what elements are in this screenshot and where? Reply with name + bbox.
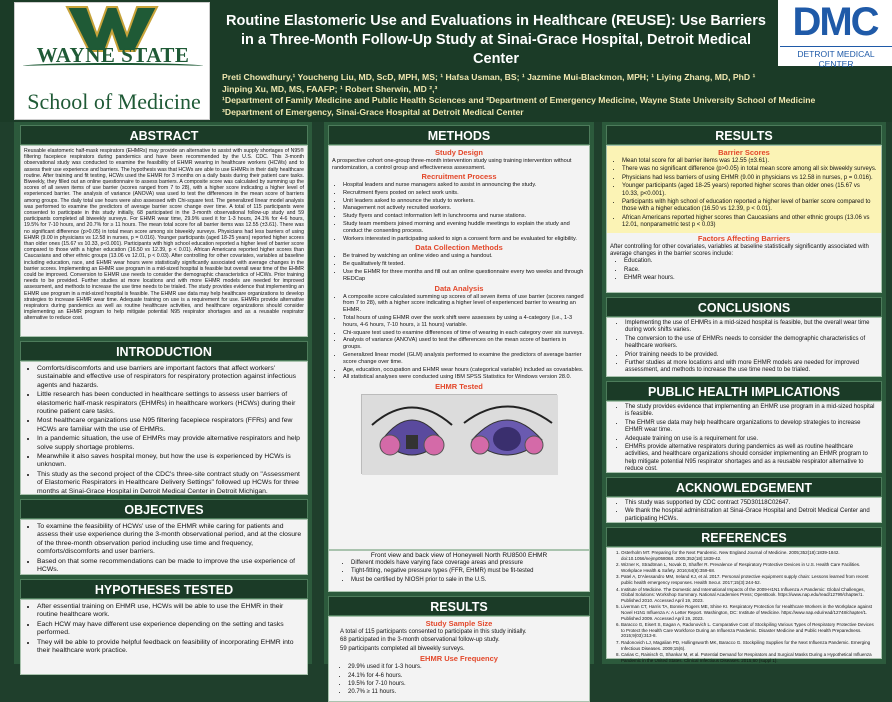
list-item: • Mean total score for all barrier items was 12.55 (±3.61). — [622, 158, 878, 165]
sample-size-list — [332, 629, 586, 653]
list-item: 59 participants completed all biweekly surveys. — [340, 645, 465, 652]
list-item: • Chi-square test used to examine differences of time of wearing in each category over six surveys. — [343, 330, 586, 337]
list-item: • Study flyers and contact information left in lunchrooms and nurse stations. — [343, 213, 586, 220]
hypotheses-panel — [20, 599, 308, 675]
poster-title: Routine Elastomeric Use and Evaluations in Healthcare (REUSE): Use Barriers in a Three-Month Follow-Up Study at Sinai-Grace Hospital, Detroit Medical Center — [226, 13, 766, 67]
results-heading-right: RESULTS — [606, 125, 882, 145]
introduction-list — [21, 362, 307, 496]
affiliation-2: ³Department of Emergency, Sinai-Grace Hospital at Detroit Medical Center — [222, 106, 524, 117]
list-item: • Younger participants (aged 18-25 years) reported higher scores than older ones (15.67 vs 10.33, p<0.001). — [622, 183, 878, 198]
objectives-list — [21, 520, 307, 574]
public-health-panel — [606, 401, 882, 473]
list-item: • Further studies at more locations and with more EHMR models are needed for improved assessment, and methods to increase the use time need to be trialed. — [625, 360, 877, 375]
dmc-logo — [778, 0, 892, 69]
list-item: • Based on that some recommendations can be made to improve the use experience of HCWs. — [37, 558, 303, 575]
affiliation-1: ¹Department of Family Medicine and Public Health Sciences and ²Department of Emergency Medicine, Wayne State University School of Medicine — [222, 95, 816, 105]
introduction-heading: INTRODUCTION — [20, 341, 308, 361]
list-item: • Total hours of using EHMR over the work shift were assesses by using a 4-category (i.e., 1-3 hours, 4-6 hours, 7-10 hours, ≥ 11 hours) variable. — [343, 315, 586, 329]
reference-item: 7. Radonovich LJ, Magalian PD, Hollingsworth MK, Baracco G. Stockpiling Supplies for the Next Influenza Pandemic. Emerging Infectious Diseases. 2009;15(6). — [621, 640, 877, 651]
objectives-heading: OBJECTIVES — [20, 499, 308, 519]
authors-line1: Preti Chowdhury,¹ Youcheng Liu, MD, ScD, MPH, MS; ¹ Hafsa Usman, BS; ¹ Jazmine Mui-Blackmon, MPH; ¹ Liying Zhang, MD, PhD ¹ — [222, 72, 756, 82]
list-item: • To examine the feasibility of HCWs' use of the EHMR while caring for patients and assess their use experience during the 3-month observational period, and at the closure of the three-month observation period including use time and frequency, comforts/discomforts and user barriers. — [37, 523, 303, 557]
left-column — [20, 122, 308, 675]
list-item: • Must be certified by NIOSH prior to sale in the U.S. — [351, 577, 589, 584]
list-item: • Comforts/discomforts and use barriers are important factors that affect workers' sustainable and effective use of respirators for respiratory protection against infectious agents and hazards. — [37, 365, 303, 390]
list-item: • There was no significant difference (p>0.05) in total mean score among all six biweekly surveys. — [622, 166, 878, 173]
reference-item: 8. Carias C, Rainisch G, Shankar M, et al. Potential Demand for Respirators and Surgical Masks During a Hypothetical Influenza Pandemic in the United States. Clinical Infectious Diseases. 2015;60 (suppl 1). — [621, 652, 877, 663]
mask-notes-list — [329, 560, 589, 584]
authors-line2: Jinping Xu, MD, MS, FAAFP; ¹ Robert Sherwin, MD ²,³ — [222, 83, 438, 94]
list-item: • This study was supported by CDC contract 75D30118C02647. — [625, 500, 877, 507]
reference-item: 1. Osterholm MT. Preparing for the Next Pandemic. New England Journal of Medicine. 2005;352(18):1839-1842. doi:10.1056/nejmp058068. 2005;352(18):1839-42. — [621, 550, 877, 561]
barrier-scores-list — [610, 158, 878, 230]
reference-item: 6. Baracco G, Eisert S, Eagan A, Radonovich L. Comparative Cost of Stockpiling Various Types of Respiratory Protective Devices to Protect the Health Care Workforce During an Influenza Pandemic. Disaster Medicine and Public Health Preparedness. 2015;9(03):313-8. — [621, 622, 877, 639]
list-item: • All statistical analyses were conducted using IBM SPSS Statistics for Windows version 28.0. — [343, 374, 586, 381]
list-item: • Implementing the use of EHMRs in a mid-sized hospital is feasible, but the overall wear time during work shifts varies. — [625, 320, 877, 335]
results-right-panel — [606, 145, 882, 293]
data-analysis-list — [332, 294, 586, 382]
acknowledgement-list — [607, 498, 881, 523]
wsu-arc — [23, 63, 203, 69]
factors-text: After controlling for other covariates, variables at baseline statistically significantly associated with average changes in the barrier scores include: — [610, 243, 869, 258]
list-item: • In a pandemic situation, the use of EHMRs may provide alternative respirators and help solve supply shortage problems. — [37, 435, 303, 452]
author-block — [222, 72, 886, 118]
ehmr-tested-title: EHMR Tested — [435, 382, 483, 392]
data-collection-title: Data Collection Methods — [415, 243, 503, 253]
list-item: • Age, education, occupation and EHMR wear hours (categorical variable) included as covariables. — [343, 367, 586, 374]
list-item: • Study team members joined morning and evening huddle meetings to explain the study and conduct the consenting process. — [343, 221, 586, 235]
list-item: • Most healthcare organizations use N95 filtering facepiece respirators (FFRs) and few HCWs are familiar with the use of EHMRs. — [37, 417, 303, 434]
list-item: • After essential training on EHMR use, HCWs will be able to use the EHMR in their routine healthcare work. — [37, 603, 303, 620]
list-item: • Tight-fitting, negative pressure types (FFR, EHMR) must be fit-tested — [351, 568, 589, 575]
reference-item: 4. Institute of Medicine. The Domestic and International Impacts of the 2009-H1N1 Influenza A Pandemic: Global Challenges, Global Solutions: Workshop Summary. National Academies Press; OpenBook. https://www.nap.edu/read/12799/chapter/1. Published 2010. Accessed April 19, 2023. — [621, 587, 877, 604]
list-item: • Workers interested in participating asked to sign a consent form and be evaluated for eligibility. — [343, 236, 586, 243]
study-design-text: A prospective cohort one-group three-month intervention study using training intervention without randomization, a control group and effectiveness assessment. — [332, 158, 572, 171]
list-item: • Generalized linear model (GLM) analysis performed to examine the predictors of average barrier score change over time. — [343, 352, 586, 366]
list-item: • 20.7% ≥ 11 hours. — [348, 689, 586, 696]
list-item: • 24.1% for 4-6 hours. — [348, 673, 586, 680]
wsu-logo — [14, 2, 210, 120]
reference-item: 3. Patel A, D'Alessandro MM, Ireland KJ, et al. 2017. Personal protective equipment supply chain: Lessons learned from recent public health emergency responses. Health Secur. 2017;15(3):244-52. — [621, 574, 877, 585]
public-health-list — [607, 402, 881, 474]
dmc-logo-text: DMC — [792, 0, 878, 44]
list-item: • Education. — [624, 258, 878, 265]
list-item: • Adequate training on use is a requirement for use. — [625, 436, 877, 443]
objectives-panel — [20, 519, 308, 575]
list-item: • A composite score calculated summing up scores of all seven items of use barrier (scores ranged from 7 to 28), with a higher score indicating a higher level of experienced barrier to wearing an EHMR. — [343, 294, 586, 314]
references-panel — [606, 547, 882, 663]
list-item: • Participants with high school of education reported a higher level of barrier score compared to those with a higher education (16.50 vs 12.39, p < 0.01). — [622, 199, 878, 214]
list-item: • African Americans reported higher scores than Caucasians and other ethnic groups (13.06 vs 12.01, nonparametric test p < 0.03) — [622, 215, 878, 230]
list-item: • EHMRs provide alternative respirators during pandemics as well as routine healthcare activities, and healthcare organizations should consider implementing an EHMR program to help mitigate potential N95 respirator shortages and as a reusable respirator alternative to reduce cost. — [625, 444, 877, 474]
methods-heading: METHODS — [328, 125, 590, 145]
list-item: • 29.9% used it for 1-3 hours. — [348, 664, 586, 671]
recruitment-title: Recruitment Process — [421, 172, 497, 181]
hypotheses-list — [21, 600, 307, 655]
middle-column — [328, 122, 590, 702]
list-item: • Each HCW may have different use experience depending on the setting and tasks performed. — [37, 621, 303, 638]
factors-box — [607, 233, 881, 285]
list-item: • EHMR wear hours. — [624, 275, 878, 282]
wsu-name: WAYNE STATE — [36, 43, 190, 67]
list-item: • The conversion to the use of EHMRs needs to consider the demographic characteristics of healthcare workers. — [625, 336, 877, 351]
acknowledgement-panel — [606, 497, 882, 523]
acknowledgement-heading: ACKNOWLEDGEMENT — [606, 477, 882, 497]
reference-item: 5. Liverman CT, Harris TA, Bonnie Rogers ME, Shine KI. Respiratory Protection for Healthcare Workers in the Workplace against Novel H1N1 Influenza A: A Letter Report. Washington, DC: Institute of Medicine. https://www.nap.edu/read/12748/chapter/1. Published 2009. Accessed April 19, 2023. — [621, 604, 877, 621]
list-item: • Unit leaders asked to announce the study to workers. — [343, 198, 586, 205]
conclusions-list — [607, 318, 881, 375]
list-item: • Recruitment flyers posted on select work units. — [343, 190, 586, 197]
list-item: A total of 115 participants consented to participate in this study initially. — [340, 629, 527, 635]
data-collection-list — [332, 253, 586, 282]
list-item: • Management not actively recruited workers. — [343, 205, 586, 212]
abstract-text: Reusable elastomeric half-mask respirators (EHMRs) may provide an alternative to assist with supply shortages of N95® filtering facepiece respirators during pandemics and have been recommended by the U.S. CDC. This 3-month observational study was conducted to examine the feasibility of EHMR wearing in healthcare workers (HCWs) and to assess their use experience and barriers. The hypothesis was that HCWs are able to use EHMRs in their daily healthcare routine. After training and fit testing, HCWs used the EHMR for 3 months on a daily basis during their patient care tasks. Biweekly, they filled out an online questionnaire to assess barriers. A composite score was calculated by summing up the scores of all seven items of use barrier (scores ranged from 7 to 28), with a higher score indicating a higher level of experienced barrier. The analysis of variance (ANOVA) was used to test the differences in the mean score of barriers among groups. The daily total use hours were also assessed with Chi-square test. The generalized linear model analysis was performed to examine the predictors of average barrier score change over time. A total of 115 participants were consented to participate in this study initially, 68 participated in the 3-month observational follow-up study and 59 participants completed all biweekly surveys. For EHMR wear time, 29.9% used it for 1-3 hours, 24.1% for 4-6 hours, 19.5% for 7-10 hours, and 20.7% for ≥ 11 hours. The mean total score for all barrier items was 12.55 (±3.61). There was no significant difference (p>0.05) in total mean score among six biweekly surveys. Physicians had less barriers of using EHMR (9.00 in physicians vs 12.58 in nurses, p = 0.016). Younger participants (aged 18-25 years) reported higher scores than older ones (15.67 vs 10.33, p<0.001). Participants with high school education reported a higher level of barrier score compared to those with a higher education (16.50 vs 12.39, p < 0.01). African Americans reported higher scores than Caucasians and other ethnic groups (13.06 vs 12.01, p < 0.03). After controlling for other covariates, variables at baseline including education, race, and EHMR wear hours were statistically significantly associated with average changes in the barrier scores. Implementing an EHMR use program in a mid-sized hospital is feasible but overall wear time of the EHMR could be improved. Conversion to EHMR use needs to consider the demographic characteristics of HCWs. Prior training needs to be provided. Further studies at more locations and with more EHMR models are needed for improved assessment, and methods to increase the use time needs to be trialed. The study provides evidence that implementing an EHMR use program in a mid-sized hospital is feasible. The EHMR use data may help healthcare organizations to develop strategies to increase EHMR wear time. Adequate training on use is a requirement for use. EHMRs provide alternative respirators during pandemics as well as routine healthcare activities, and healthcare organizations should consider implementing an EHMR program to help mitigate potential N95 respirator shortages and as a reusable respirator alternative to reduce cost. — [24, 148, 304, 322]
list-item: • Be trained by watching an online video and using a handout. — [343, 253, 586, 260]
list-item: • We thank the hospital administration at Sinai-Grace Hospital and Detroit Medical Center and participating HCWs. — [625, 508, 877, 523]
list-item: • 19.5% for 7-10 hours. — [348, 681, 586, 688]
list-item: 68 participated in the 3-month observational follow-up study. — [340, 637, 500, 644]
hypotheses-heading: HYPOTHESES TESTED — [20, 579, 308, 599]
list-item: • This study as the second project of the CDC's three-site contract study on "Assessment of Elastomeric Respirators in Healthcare Delivery Settings" followed up HCWs for three months at Sinai-Grace Hospital in Detroit Medical Center in Detroit Michigan. — [37, 471, 303, 496]
mask-notes-panel — [328, 550, 590, 592]
factors-title: Factors Affecting Barriers — [697, 233, 791, 243]
references-list — [607, 548, 881, 666]
public-health-heading: PUBLIC HEALTH IMPLICATIONS — [606, 381, 882, 401]
abstract-heading: ABSTRACT — [20, 125, 308, 145]
results-mid-panel — [328, 616, 590, 702]
recruitment-list — [332, 182, 586, 242]
references-heading: REFERENCES — [606, 527, 882, 547]
results-heading-mid: RESULTS — [328, 596, 590, 616]
poster-header — [0, 0, 892, 122]
sample-size-title: Study Sample Size — [425, 619, 493, 628]
list-item: • They will be able to provide helpful feedback on feasibility of incorporating EHMR into their healthcare work practice. — [37, 639, 303, 656]
abstract-panel — [20, 145, 308, 337]
list-item: • Use the EHMR for three months and fill out an online questionnaire every two weeks and through REDCap — [343, 269, 586, 283]
barrier-scores-title: Barrier Scores — [718, 148, 770, 157]
list-item: • The EHMR use data may help healthcare organizations to develop strategies to increase EHMR wear time. — [625, 420, 877, 435]
list-item: • Meanwhile it also saves hospital money, but how the use is experienced by HCWs is unknown. — [37, 453, 303, 470]
respirator-caption: Front view and back view of Honeywell North RU8500 EHMR — [370, 552, 548, 559]
barrier-scores-box — [607, 146, 881, 233]
study-design-title: Study Design — [435, 148, 483, 157]
dmc-logo-subtext: DETROIT MEDICAL CENTER — [780, 46, 892, 69]
list-item: • Race. — [624, 267, 878, 274]
data-analysis-title: Data Analysis — [434, 283, 484, 293]
reference-item: 2. Wizner K, Stradtman L, Novak D, Shaffer R. Prevalence of Respiratory Protective Devices in U.S. Health Care Facilities. Workplace Health & Safety. 2016;64(8):359-68. — [621, 562, 877, 573]
respirator-image — [361, 394, 557, 474]
right-column — [606, 122, 882, 663]
list-item: • Prior training needs to be provided. — [625, 352, 877, 359]
list-item: • Hospital leaders and nurse managers asked to assist in announcing the study. — [343, 182, 586, 189]
methods-panel — [328, 145, 590, 550]
conclusions-panel — [606, 317, 882, 377]
list-item: • Physicians had less barriers of using EHMR (9.00 in physicians vs 12.58 in nurses, p = 0.016). — [622, 175, 878, 182]
list-item: • Be qualitatively fit tested. — [343, 261, 586, 268]
respirator-photo-icon — [362, 395, 558, 475]
factors-list — [610, 258, 878, 282]
list-item: • The study provides evidence that implementing an EHMR use program in a mid-sized hospital is feasible. — [625, 404, 877, 419]
use-frequency-title: EHMR Use Frequency — [420, 654, 498, 664]
list-item: • Little research has been conducted in healthcare settings to assess user barriers of elastomeric half-mask respirators (EHMRs) in healthcare workers (HCWs) during their routine patient care tasks. — [37, 391, 303, 416]
conclusions-heading: CONCLUSIONS — [606, 297, 882, 317]
wsu-school: School of Medicine — [27, 89, 201, 114]
use-frequency-list — [332, 664, 586, 697]
list-item: • Analysis of variance (ANOVA) used to test the differences on the mean score of barriers in groups. — [343, 337, 586, 351]
list-item: • Different models have varying face coverage areas and pressure — [351, 560, 589, 567]
introduction-panel — [20, 361, 308, 495]
